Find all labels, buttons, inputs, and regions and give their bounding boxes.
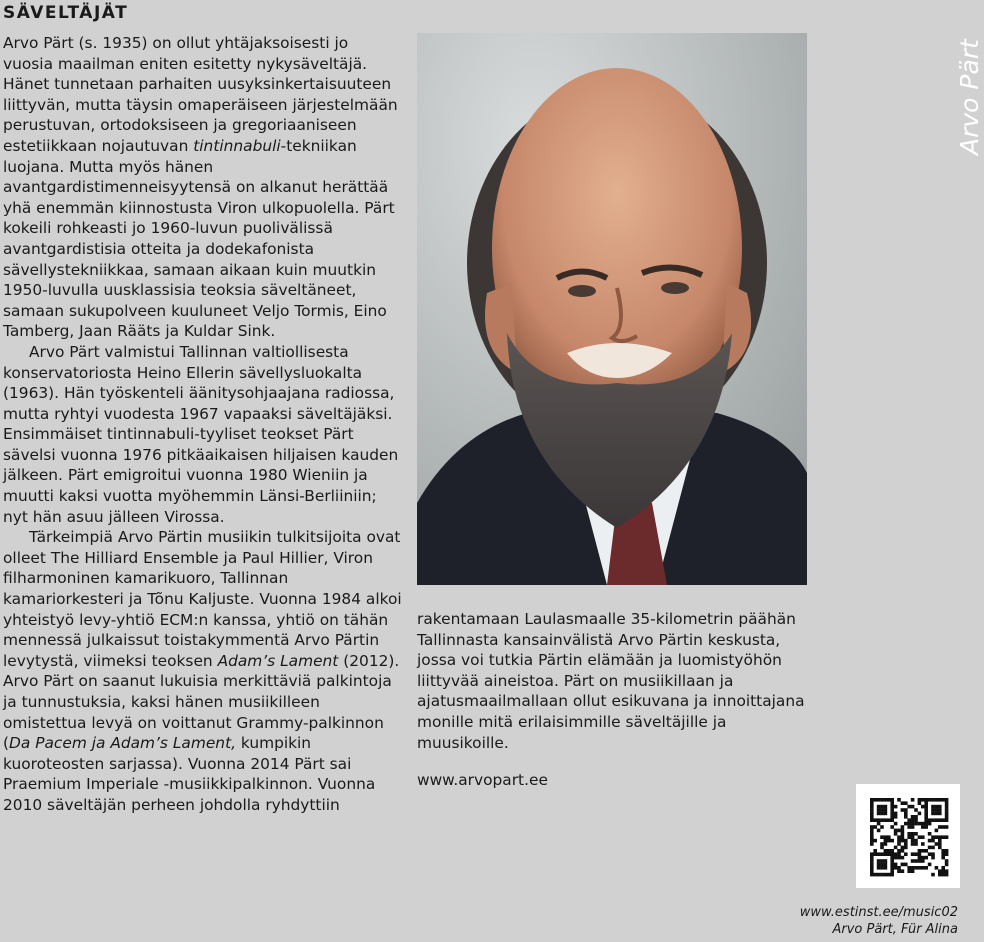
footer-link[interactable]: www.estinst.ee/music02 [799, 905, 958, 920]
qr-code[interactable] [856, 784, 960, 888]
italic-title: Da Pacem ja Adam’s Lament, [9, 734, 236, 753]
paragraph-intro [3, 33, 403, 342]
left-column [3, 33, 403, 816]
italic-title: Adam’s Lament [217, 651, 339, 670]
portrait-illustration [417, 33, 807, 585]
portrait-photo [417, 33, 807, 585]
text-span: Tärkeimpiä Arvo Pärtin musiikin tulkitsijoita ovat olleet The Hilliard Ensemble ja Paul Hillier, Viron filharmoninen kamarikuoro, Tallinnan kamariorkesteri ja Tõnu Kaljuste. Vuonna 1984 alkoi yhteistyö levy-yhtiö ECM:n kanssa, yhtiö on tähän mennessä julkaissut toistakymmentä Arvo Pärtin levytystä, viimeksi teoksen [3, 528, 402, 670]
italic-term: tintinnabuli [193, 136, 281, 155]
paragraph-interpreters [3, 527, 403, 815]
text-span: kumpikin kuoroteosten sarjassa). Vuonna 2014 Pärt sai Praemium Imperiale -musiikkipalkinnon. Vuonna 2010 säveltäjän perheen johdolla ryhdyttiin [3, 734, 376, 814]
website-link[interactable]: www.arvopart.ee [417, 771, 548, 789]
text-span: (2012). Arvo Pärt on saanut lukuisia merkittäviä palkintoja ja tunnustuksia, kaksi hänen musiikilleen omistettua levyä on voittanut Grammy-palkinnon ( [3, 651, 400, 753]
paragraph-centre: rakentamaan Laulasmaalle 35-kilometrin päähän Tallinnasta kansainvälistä Arvo Pärtin keskusta, jossa voi tutkia Pärtin elämään ja luomistyöhön liittyvää aineistoa. Pärt on musiikillaan ja ajatusmaailmallaan ollut esikuvana ja innoittajana monille mitä erilaisimmille säveltäjille ja muusikoille. [417, 610, 805, 752]
section-heading: SÄVELTÄJÄT [3, 3, 129, 23]
right-column [417, 609, 817, 753]
paragraph-career: Arvo Pärt valmistui Tallinnan valtiollisesta konservatoriosta Heino Ellerin sävellysluokalta (1963). Hän työskenteli äänitysohjaajana radiossa, mutta ryhtyi vuodesta 1967 vapaaksi säveltäjäksi. Ensimmäiset tintinnabuli-tyyliset teokset Pärt sävelsi vuonna 1976 pitkäaikaisen hiljaisen kauden jälkeen. Pärt emigroitui vuonna 1980 Wieniin ja muutti kaksi vuotta myöhemmin Länsi-Berliiniin; nyt hän asuu jälleen Virossa. [3, 342, 399, 526]
text-span: Arvo Pärt (s. 1935) on ollut yhtäjaksoisesti jo vuosia maailman eniten esitetty nykysäveltäjä. Hänet tunnetaan parhaiten uusyksinkertaisuuteen liittyvän, mutta täysin omaperäiseen järjestelmään perustuvan, ortodoksiseen ja gregoriaaniseen estetiikkaan nojautuvan [3, 34, 398, 155]
text-span: -tekniikan luojana. Mutta myös hänen avantgardistimenneisyytensä on alkanut herättää yhä enemmän kiinnostusta Viron ulkopuolella. Pärt kokeili rohkeasti jo 1960-luvun puolivälissä avantgardistisia otteita ja dodekafonista sävellystekniikkaa, samaan aikaan kuin muutkin 1950-luvulla uusklassisia teoksia säveltäneet, samaan sukupolveen kuuluneet Veljo Tormis, Eino Tamberg, Jaan Rääts ja Kuldar Sink. [3, 136, 395, 341]
vertical-name-text: Arvo Pärt [955, 39, 984, 155]
footer-caption-text: Arvo Pärt, Für Alina [832, 922, 958, 937]
qr-code-icon [856, 784, 960, 888]
vertical-composer-name [925, 20, 984, 170]
footer-caption [800, 904, 958, 938]
